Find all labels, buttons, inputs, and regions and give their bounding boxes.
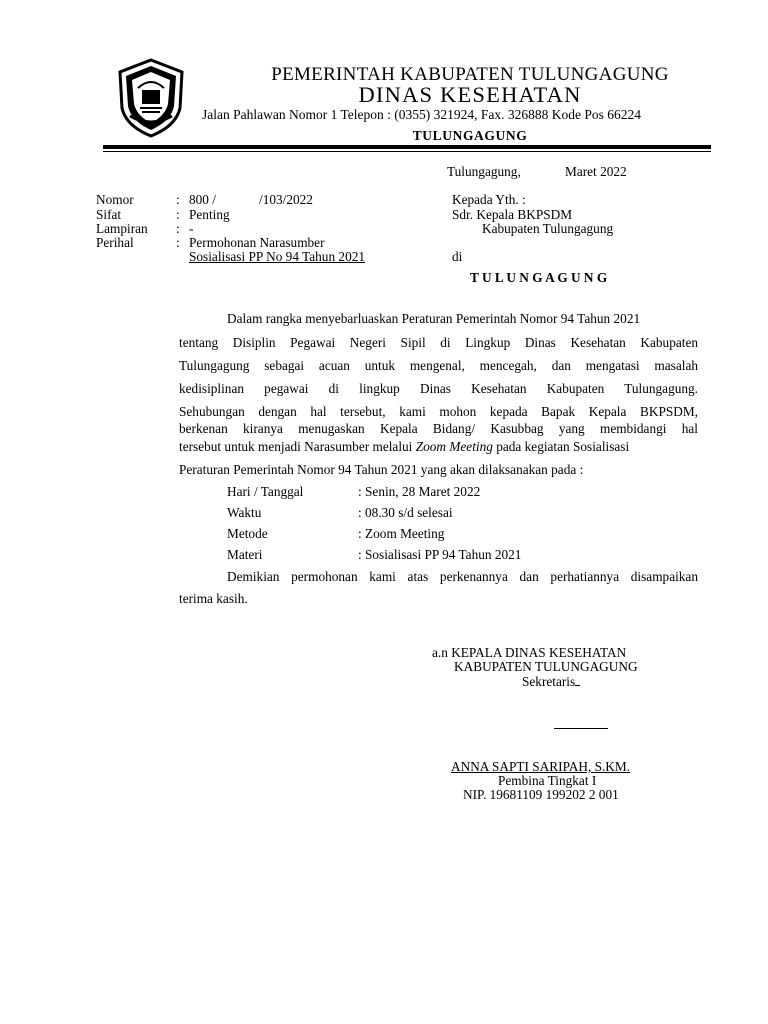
letterhead-city: TULUNGAGUNG	[412, 128, 528, 143]
letterhead-agency: DINAS KESEHATAN	[358, 82, 582, 107]
date-month-year: Maret 2022	[565, 164, 627, 179]
detail-label-time: Waktu	[227, 505, 262, 520]
perihal-label: Perihal	[96, 235, 134, 250]
perihal-line1: Permohonan Narasumber	[189, 235, 325, 250]
body-line-2: tentang Disiplin Pegawai Negeri Sipil di Lingkup Dinas Kesehatan Kabupaten	[179, 335, 698, 350]
signatory-nip: NIP. 19681109 199202 2 001	[463, 787, 619, 802]
signature-on-behalf: a.n KEPALA DINAS KESEHATAN	[432, 645, 627, 660]
detail-label-material: Materi	[227, 547, 263, 562]
nomor-label: Nomor	[96, 192, 134, 207]
recipient-greeting: Kepada Yth. :	[452, 192, 526, 207]
sifat-colon: :	[176, 207, 180, 222]
body-line-1: Dalam rangka menyebarluaskan Peraturan Pemerintah Nomor 94 Tahun 2021	[227, 311, 641, 326]
body-line-5: Sehubungan dengan hal tersebut, kami mohon kepada Bapak Kepala BKPSDM,	[179, 404, 698, 419]
recipient-di: di	[452, 249, 463, 264]
nomor-part1: 800 /	[189, 192, 216, 207]
lampiran-colon: :	[176, 221, 180, 236]
detail-value-day: : Senin, 28 Maret 2022	[358, 484, 481, 499]
signature-regency: KABUPATEN TULUNGAGUNG	[454, 659, 638, 674]
lampiran-label: Lampiran	[96, 221, 148, 236]
letterhead-divider-thin	[103, 151, 711, 152]
detail-label-method: Metode	[227, 526, 268, 541]
nomor-part2: /103/2022	[259, 192, 313, 207]
signature-line	[554, 728, 608, 729]
nomor-colon: :	[176, 192, 180, 207]
closing-line-1: Demikian permohonan kami atas perkenannya dan perhatiannya disampaikan	[227, 569, 698, 584]
sifat-value: Penting	[189, 207, 230, 222]
body-line-7	[179, 439, 629, 455]
recipient-office: Kabupaten Tulungagung	[482, 221, 614, 236]
signature-position-mark	[575, 675, 580, 686]
body-line-8: Peraturan Pemerintah Nomor 94 Tahun 2021 yang akan dilaksanakan pada :	[179, 462, 584, 477]
body-line-7-end: pada kegiatan Sosialisasi	[492, 439, 630, 454]
signatory-rank: Pembina Tingkat I	[498, 773, 597, 788]
letterhead-divider-thick	[103, 145, 711, 149]
perihal-colon: :	[176, 235, 180, 250]
zoom-meeting-emphasis: Zoom Meeting	[415, 439, 493, 454]
detail-value-method: : Zoom Meeting	[358, 526, 445, 541]
signature-position	[522, 674, 580, 690]
signature-position-label: Sekretaris	[522, 674, 576, 689]
letterhead-address: Jalan Pahlawan Nomor 1 Telepon : (0355) 321924, Fax. 326888 Kode Pos 66224	[202, 107, 642, 122]
lampiran-value: -	[189, 221, 194, 236]
body-line-3: Tulungagung sebagai acuan untuk mengenal, mencegah, dan mengatasi masalah	[179, 358, 698, 373]
body-line-4: kedisiplinan pegawai di lingkup Dinas Kesehatan Kabupaten Tulungagung.	[179, 381, 698, 396]
letterhead-government: PEMERINTAH KABUPATEN TULUNGAGUNG	[271, 64, 669, 85]
recipient-city: T U L U N G A G U N G	[470, 270, 608, 285]
perihal-line2: Sosialisasi PP No 94 Tahun 2021	[189, 249, 366, 264]
signatory-name: ANNA SAPTI SARIPAH, S.KM.	[451, 759, 631, 774]
body-line-7-start: tersebut untuk menjadi Narasumber melalui	[179, 439, 416, 454]
body-line-6: berkenan kiranya menugaskan Kepala Bidang/ Kasubbag yang membidangi hal	[179, 421, 698, 436]
detail-value-time: : 08.30 s/d selesai	[358, 505, 453, 520]
recipient-title: Sdr. Kepala BKPSDM	[452, 207, 573, 222]
detail-label-day: Hari / Tanggal	[227, 484, 304, 499]
closing-line-2: terima kasih.	[179, 591, 248, 606]
detail-value-material: : Sosialisasi PP 94 Tahun 2021	[358, 547, 522, 562]
sifat-label: Sifat	[96, 207, 122, 222]
date-place: Tulungagung,	[447, 164, 521, 179]
